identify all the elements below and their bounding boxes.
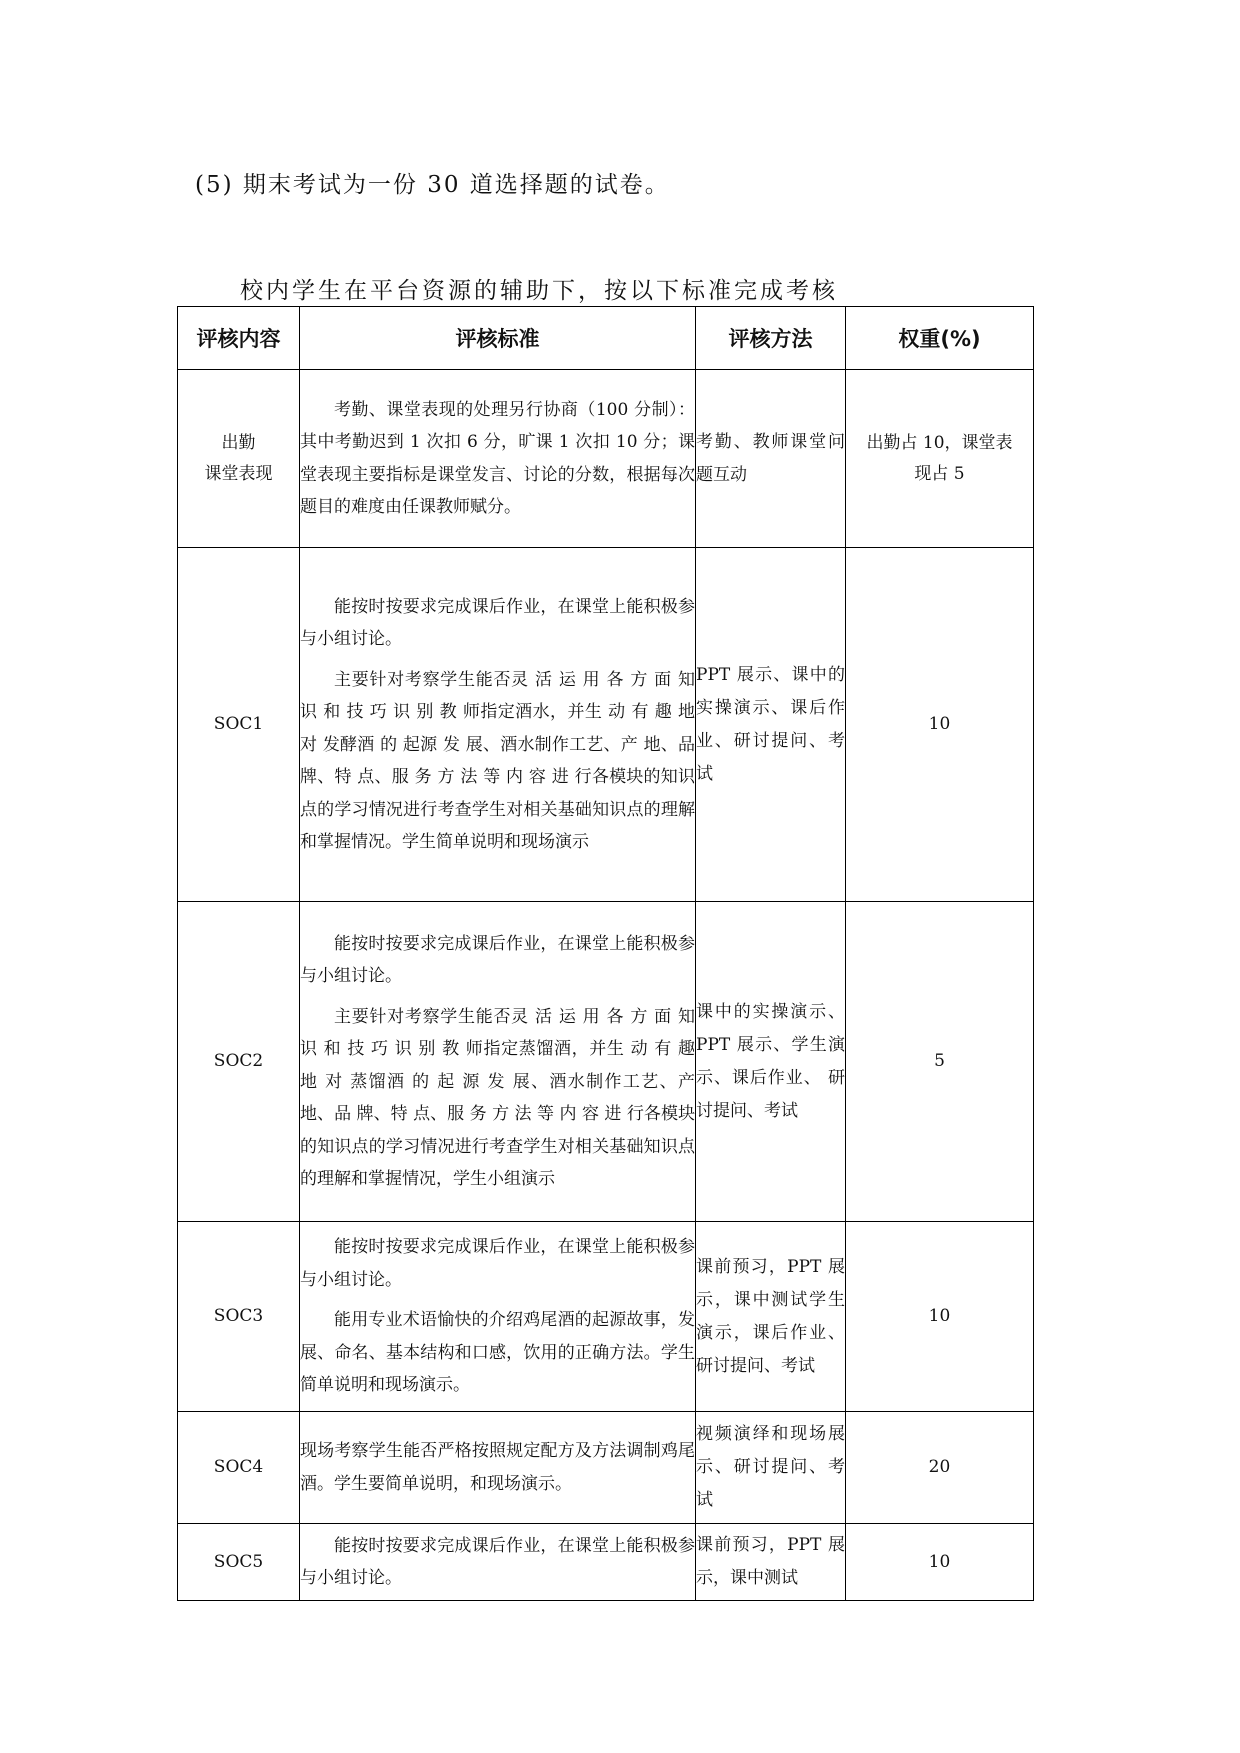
- cell-weight: 10: [846, 1524, 1034, 1601]
- cell-weight: 20: [846, 1412, 1034, 1524]
- cell-weight: 出勤占 10，课堂表现占 5: [846, 370, 1034, 548]
- cell-content: SOC3: [178, 1222, 300, 1412]
- intro-text: (5) 期末考试为一份 30 道选择题的试卷。: [195, 172, 670, 198]
- cell-method: 课中的实操演示、PPT 展示、学生演示、课后作业、 研讨提问、考试: [696, 902, 846, 1222]
- table-row: [178, 902, 1034, 1222]
- cell-weight: 10: [846, 548, 1034, 902]
- table-row: [178, 370, 1034, 548]
- content-line-attendance: 出勤: [221, 432, 256, 453]
- table-header-row: [178, 307, 1034, 370]
- cell-content: SOC4: [178, 1412, 300, 1524]
- content-line-performance: 课堂表现: [204, 463, 273, 484]
- cell-method: 课前预习，PPT 展示，课中测试: [696, 1524, 846, 1601]
- cell-content: SOC2: [178, 902, 300, 1222]
- cell-method: PPT 展示、课中的实操演示、课后作业、研讨提问、考试: [696, 548, 846, 902]
- header-content: 评核内容: [178, 307, 300, 370]
- standard-paragraph: 能按时按要求完成课后作业，在课堂上能积极参与小组讨论。: [300, 1535, 695, 1588]
- standard-paragraph: 主要针对考察学生能否灵 活 运 用 各 方 面 知 识 和 技 巧 识 别 教 师指定蒸馏酒，并生 动 有 趣 地 对 蒸馏酒 的 起 源 发 展、酒水制作工艺、产 地、品 牌、特 点、服 务 方 法 等 内 容 进 行各模块的知识点的学习情况进行考查学生对相关基础知识点的理解和掌握情况，学生小组演示: [300, 1006, 695, 1189]
- table-row: [178, 1524, 1034, 1601]
- cell-content: [178, 370, 300, 548]
- table-row: [178, 548, 1034, 902]
- cell-content: SOC1: [178, 548, 300, 902]
- assessment-table: [177, 306, 1034, 1601]
- standard-paragraph: 现场考察学生能否严格按照规定配方及方法调制鸡尾酒。学生要简单说明，和现场演示。: [300, 1441, 695, 1494]
- cell-standard: [300, 1222, 696, 1412]
- header-standard: 评核标准: [300, 307, 696, 370]
- header-weight: 权重(%): [846, 307, 1034, 370]
- cell-standard: [300, 548, 696, 902]
- cell-content: SOC5: [178, 1524, 300, 1601]
- standard-paragraph: 能用专业术语愉快的介绍鸡尾酒的起源故事，发展、命名、基本结构和口感，饮用的正确方法。学生简单说明和现场演示。: [300, 1310, 695, 1396]
- cell-method: 视频演绎和现场展示、研讨提问、考试: [696, 1412, 846, 1524]
- table-row: [178, 1222, 1034, 1412]
- cell-method: 课前预习，PPT 展示，课中测试学生演示，课后作业、 研讨提问、考试: [696, 1222, 846, 1412]
- cell-standard: [300, 902, 696, 1222]
- standard-paragraph: 能按时按要求完成课后作业，在课堂上能积极参与小组讨论。: [300, 596, 695, 649]
- standard-paragraph: 能按时按要求完成课后作业，在课堂上能积极参与小组讨论。: [300, 1237, 695, 1290]
- cell-weight: 5: [846, 902, 1034, 1222]
- cell-method: 考勤、教师课堂问题互动: [696, 370, 846, 548]
- cell-standard: [300, 1412, 696, 1524]
- cell-standard: [300, 370, 696, 548]
- standard-paragraph: 主要针对考察学生能否灵 活 运 用 各 方 面 知 识 和 技 巧 识 别 教 师指定酒水，并生 动 有 趣 地 对 发酵酒 的 起源 发 展、酒水制作工艺、产 地、品 牌、特 点、服 务 方 法 等 内 容 进 行各模块的知识点的学习情况进行考查学生对相关基础知识点的理解和掌握情况。学生简单说明和现场演示: [300, 669, 695, 852]
- standard-paragraph: 考勤、课堂表现的处理另行协商（100 分制）：其中考勤迟到 1 次扣 6 分，旷课 1 次扣 10 分；课堂表现主要指标是课堂发言、讨论的分数，根据每次题目的难度由任课教师赋分。: [300, 399, 695, 517]
- cell-standard: [300, 1524, 696, 1601]
- standard-paragraph: 能按时按要求完成课后作业，在课堂上能积极参与小组讨论。: [300, 933, 695, 986]
- table-caption: 校内学生在平台资源的辅助下，按以下标准完成考核: [240, 278, 838, 304]
- table-row: [178, 1412, 1034, 1524]
- header-method: 评核方法: [696, 307, 846, 370]
- cell-weight: 10: [846, 1222, 1034, 1412]
